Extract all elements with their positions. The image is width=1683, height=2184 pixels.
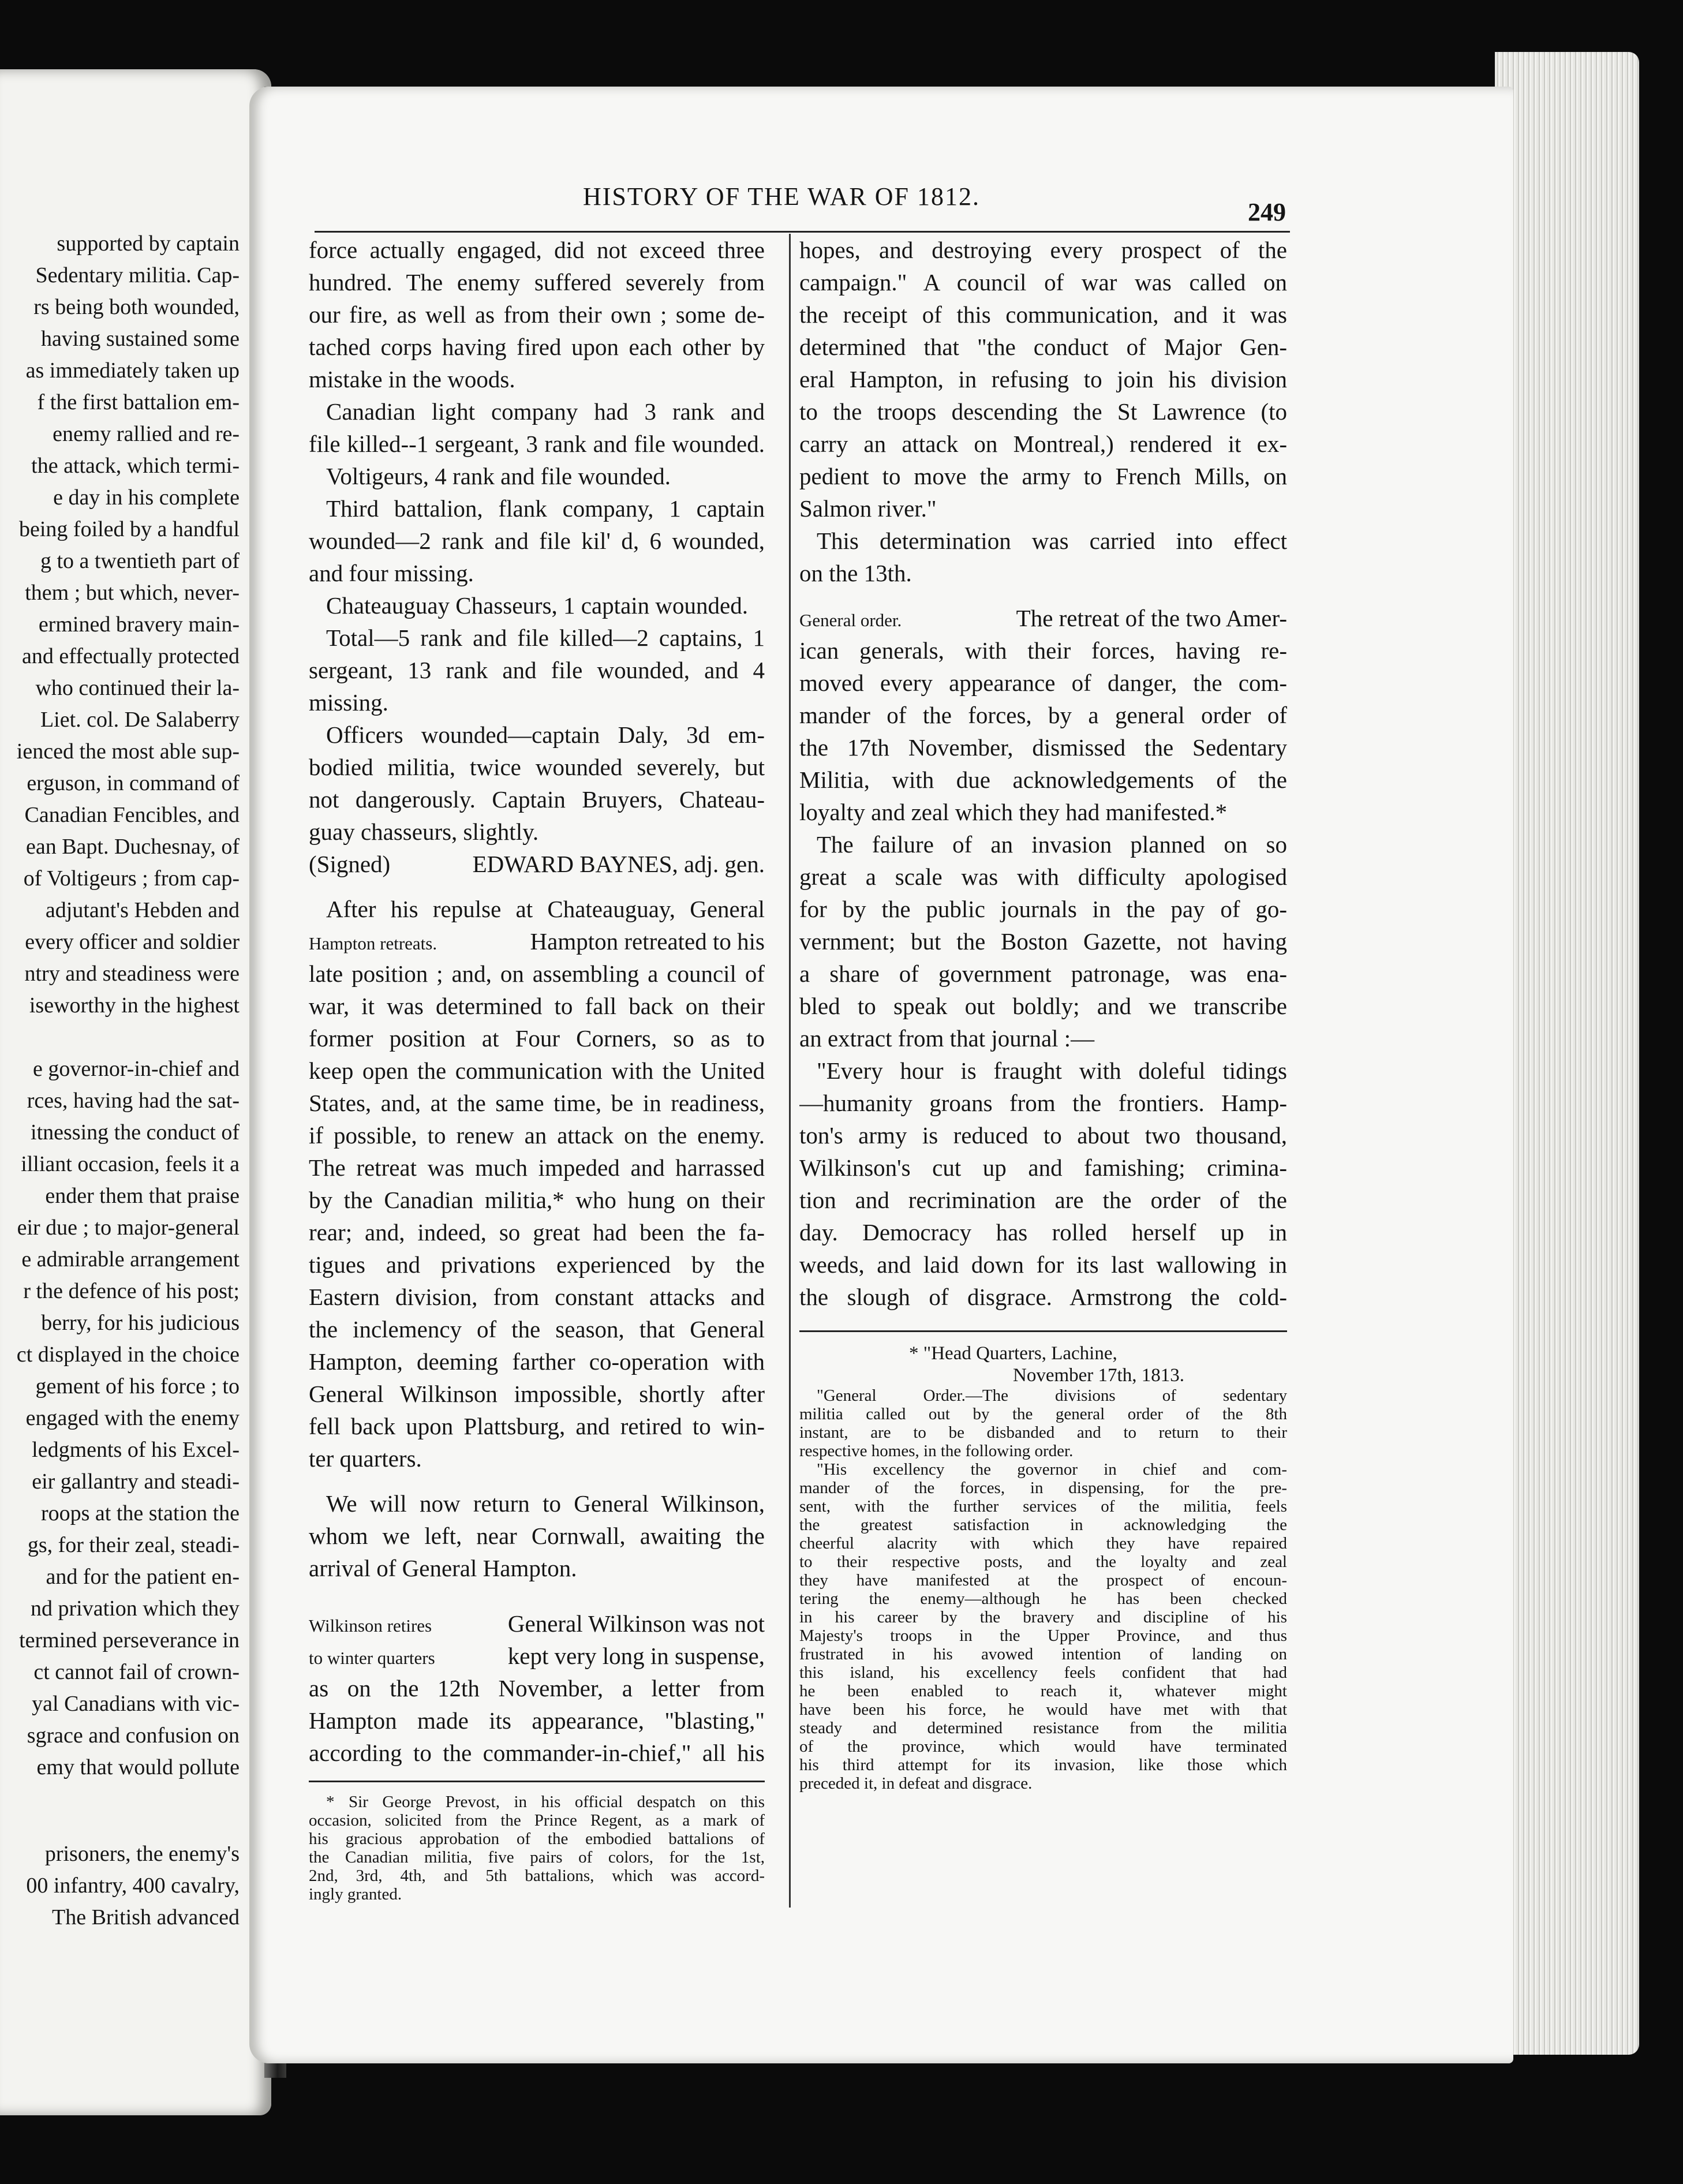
footnote-line: in his career by the bravery and discipline of his bbox=[799, 1608, 1287, 1626]
left-line: 00 infantry, 400 cavalry, bbox=[26, 1873, 240, 1898]
left-line: illiant occasion, feels it a bbox=[21, 1152, 240, 1176]
footnote-line: preceded it, in defeat and disgrace. bbox=[799, 1774, 1033, 1793]
left-line: gement of his force ; to bbox=[35, 1374, 240, 1398]
text-line: The failure of an invasion planned on so bbox=[817, 831, 1287, 858]
text-line: ter quarters. bbox=[309, 1445, 422, 1472]
text-line: General Wilkinson impossible, shortly after bbox=[309, 1381, 765, 1407]
text-line: an extract from that journal :— bbox=[799, 1025, 1095, 1052]
left-line: rs being both wounded, bbox=[33, 295, 240, 319]
text-line: hopes, and destroying every prospect of the bbox=[799, 237, 1287, 263]
left-line: prisoners, the enemy's bbox=[44, 1842, 240, 1866]
left-line: itnessing the conduct of bbox=[31, 1120, 240, 1145]
text-line: keep open the communication with the United bbox=[309, 1057, 765, 1084]
text-line: rear; and, indeed, so great had been the fa- bbox=[309, 1219, 765, 1246]
text-line: eral Hampton, in refusing to join his division bbox=[799, 366, 1287, 392]
left-line: iseworthy in the highest bbox=[29, 993, 240, 1018]
text-line: ican generals, with their forces, having re- bbox=[799, 637, 1287, 664]
signed-label: (Signed) bbox=[309, 851, 391, 877]
footnote-line: the Canadian militia, five pairs of colors, for the 1st, bbox=[309, 1848, 765, 1867]
left-line: engaged with the enemy bbox=[25, 1406, 240, 1430]
footnote-dateline: * "Head Quarters, Lachine, bbox=[909, 1343, 1117, 1364]
left-line: f the first battalion em- bbox=[37, 390, 240, 414]
text-line: Militia, with due acknowledgements of the bbox=[799, 766, 1287, 793]
text-line: a share of government patronage, was ena- bbox=[799, 960, 1287, 987]
margin-note: to winter quarters bbox=[309, 1648, 435, 1668]
text-line: force actually engaged, did not exceed three bbox=[309, 237, 765, 263]
text-line: for by the public journals in the pay of go- bbox=[799, 896, 1287, 922]
left-line: e admirable arrangement bbox=[21, 1247, 240, 1271]
left-line: as immediately taken up bbox=[25, 358, 240, 383]
text-line: tached corps having fired upon each other by bbox=[309, 334, 765, 360]
text-segment: kept very long in suspense, bbox=[507, 1643, 765, 1669]
footnote-line: instant, are to be disbanded and to return to their bbox=[799, 1423, 1287, 1442]
footnote-line: ingly granted. bbox=[309, 1885, 402, 1903]
left-line: ienced the most able sup- bbox=[16, 739, 240, 764]
footnote-rule bbox=[309, 1781, 765, 1782]
text-line: great a scale was with difficulty apologised bbox=[799, 863, 1287, 890]
footnote-line: "General Order.—The divisions of sedentary bbox=[817, 1386, 1287, 1405]
text-line: and four missing. bbox=[309, 560, 474, 586]
left-line: every officer and soldier bbox=[25, 930, 240, 954]
footnote-line: militia called out by the general order of the 8th bbox=[799, 1405, 1287, 1423]
text-line: carry an attack on Montreal,) rendered it ex- bbox=[799, 431, 1287, 457]
footnote-line: Majesty's troops in the Upper Province, and thus bbox=[799, 1626, 1287, 1645]
footnote-line: occasion, solicited from the Prince Regent, as a mark of bbox=[309, 1811, 765, 1830]
footnote-line: 2nd, 3rd, 4th, and 5th battalions, which was accord- bbox=[309, 1867, 765, 1885]
text-line: moved every appearance of danger, the com- bbox=[799, 670, 1287, 696]
left-page-text bbox=[0, 228, 240, 1934]
footnote-line: steady and determined resistance from the militia bbox=[799, 1719, 1287, 1737]
footnote-line: tering the enemy—although he has been checked bbox=[799, 1590, 1287, 1608]
text-line-with-note bbox=[309, 1640, 765, 1672]
left-line: and effectually protected bbox=[22, 644, 240, 668]
left-line: termined perseverance in bbox=[19, 1628, 240, 1652]
footnote-line: respective homes, in the following order. bbox=[799, 1442, 1074, 1460]
footnote-dateline: November 17th, 1813. bbox=[1013, 1365, 1184, 1386]
signed-name: EDWARD BAYNES, adj. gen. bbox=[472, 851, 765, 877]
text-line: Canadian light company had 3 rank and bbox=[326, 398, 765, 425]
left-line: gs, for their zeal, steadi- bbox=[27, 1533, 240, 1557]
left-line: them ; but which, never- bbox=[25, 581, 240, 605]
margin-note: Hampton retreats. bbox=[309, 933, 437, 953]
text-line-with-note bbox=[309, 1607, 765, 1640]
margin-note: General order. bbox=[799, 610, 902, 630]
left-line: e governor-in-chief and bbox=[33, 1057, 240, 1081]
left-line: who continued their la- bbox=[35, 676, 240, 700]
text-line-with-note bbox=[799, 602, 1287, 634]
text-line: hundred. The enemy suffered severely from bbox=[309, 269, 765, 296]
footnote-line: to their respective posts, and the loyalty and zeal bbox=[799, 1553, 1287, 1571]
left-line: emy that would pollute bbox=[36, 1755, 240, 1779]
text-line: pedient to move the army to French Mills, on bbox=[799, 463, 1287, 489]
text-line: wounded—2 rank and file kil' d, 6 wounded, bbox=[309, 528, 765, 554]
left-line: the attack, which termi- bbox=[31, 454, 240, 478]
text-segment: Hampton retreated to his bbox=[530, 928, 765, 955]
left-line: and for the patient en- bbox=[46, 1565, 240, 1589]
text-line: After his repulse at Chateauguay, General bbox=[326, 896, 765, 922]
column-divider bbox=[789, 234, 791, 1908]
text-line: Voltigeurs, 4 rank and file wounded. bbox=[326, 463, 671, 489]
text-line: mistake in the woods. bbox=[309, 366, 515, 392]
left-line: supported by captain bbox=[57, 231, 240, 256]
text-line: tion and recrimination are the order of the bbox=[799, 1187, 1287, 1213]
left-line: having sustained some bbox=[40, 327, 240, 351]
left-line: ct cannot fail of crown- bbox=[33, 1660, 240, 1684]
footnote-line: the greatest satisfaction in acknowledging the bbox=[799, 1516, 1287, 1534]
footnote-line: mander of the forces, in dispensing, for the pre- bbox=[799, 1479, 1287, 1497]
footnote-line: cheerful alacrity with which they have repaired bbox=[799, 1534, 1287, 1553]
left-line: being foiled by a handful bbox=[18, 517, 240, 541]
text-line: loyalty and zeal which they had manifested.* bbox=[799, 799, 1228, 825]
footnote-line: he been enabled to reach it, whatever might bbox=[799, 1682, 1287, 1700]
text-line: the 17th November, dismissed the Sedentary bbox=[799, 734, 1287, 761]
signature-line bbox=[309, 848, 765, 880]
text-line: to the troops descending the St Lawrence (to bbox=[799, 398, 1287, 425]
text-line: ton's army is reduced to about two thousand, bbox=[799, 1122, 1287, 1149]
text-line: missing. bbox=[309, 689, 388, 716]
text-line: Eastern division, from constant attacks and bbox=[309, 1284, 765, 1310]
left-page bbox=[0, 69, 271, 2115]
text-line: guay chasseurs, slightly. bbox=[309, 818, 539, 845]
left-line: berry, for his judicious bbox=[41, 1311, 240, 1335]
footnote-line: of the province, which would have terminated bbox=[799, 1737, 1287, 1756]
text-line: campaign." A council of war was called on bbox=[799, 269, 1287, 296]
page-number: 249 bbox=[1248, 198, 1286, 226]
left-line: The British advanced bbox=[51, 1905, 240, 1929]
text-line: Salmon river." bbox=[799, 495, 937, 522]
text-line: "Every hour is fraught with doleful tidings bbox=[817, 1057, 1287, 1084]
footnote-line: his gracious approbation of the embodied battalions of bbox=[309, 1830, 765, 1848]
text-line: the slough of disgrace. Armstrong the cold- bbox=[799, 1284, 1287, 1310]
left-line: e day in his complete bbox=[53, 485, 240, 510]
left-line: ender them that praise bbox=[45, 1184, 240, 1208]
left-line: sgrace and confusion on bbox=[27, 1723, 240, 1748]
text-line: Hampton made its appearance, "blasting," bbox=[309, 1707, 765, 1734]
left-line: Canadian Fencibles, and bbox=[24, 803, 240, 827]
footnote-line: "His excellency the governor in chief and com- bbox=[817, 1460, 1287, 1479]
text-line: fell back upon Plattsburg, and retired to win- bbox=[309, 1413, 765, 1439]
header-rule bbox=[315, 231, 1290, 233]
left-line: eir gallantry and steadi- bbox=[32, 1469, 240, 1494]
text-line: former position at Four Corners, so as to bbox=[309, 1025, 765, 1052]
page-edges bbox=[1495, 52, 1639, 2055]
text-line: late position ; and, on assembling a council of bbox=[309, 960, 765, 987]
text-line: as on the 12th November, a letter from bbox=[309, 1675, 765, 1701]
text-line: mander of the forces, by a general order of bbox=[799, 702, 1287, 728]
text-line: the inclemency of the season, that General bbox=[309, 1316, 765, 1342]
text-line: determined that "the conduct of Major Gen- bbox=[799, 334, 1287, 360]
left-line: yal Canadians with vic- bbox=[32, 1692, 240, 1716]
text-line: war, it was determined to fall back on their bbox=[309, 993, 765, 1019]
text-line: States, and, at the same time, be in readiness, bbox=[309, 1090, 765, 1116]
margin-note: Wilkinson retires bbox=[309, 1615, 432, 1636]
footnote-rule bbox=[799, 1330, 1287, 1332]
text-line: the receipt of this communication, and it was bbox=[799, 301, 1287, 328]
text-line: not dangerously. Captain Bruyers, Chateau- bbox=[309, 786, 765, 813]
left-line: of Voltigeurs ; from cap- bbox=[23, 866, 240, 891]
text-line: our fire, as well as from their own ; some de- bbox=[309, 301, 765, 328]
left-line: ledgments of his Excel- bbox=[32, 1438, 240, 1462]
left-line: g to a twentieth part of bbox=[40, 549, 240, 573]
left-line: Liet. col. De Salaberry bbox=[40, 708, 240, 732]
text-line: tigues and privations experienced by the bbox=[309, 1251, 765, 1278]
text-line: sergeant, 13 rank and file wounded, and 4 bbox=[309, 657, 765, 683]
footnote-line: this island, his excellency feels confident that had bbox=[799, 1663, 1287, 1682]
text-line: We will now return to General Wilkinson, bbox=[326, 1490, 765, 1517]
text-line: vernment; but the Boston Gazette, not having bbox=[799, 928, 1287, 955]
text-line: This determination was carried into effect bbox=[817, 528, 1287, 554]
left-line: ct displayed in the choice bbox=[16, 1342, 240, 1367]
text-line: Third battalion, flank company, 1 captain bbox=[326, 495, 765, 522]
left-line: roops at the station the bbox=[40, 1501, 240, 1525]
text-segment: General Wilkinson was not bbox=[507, 1610, 765, 1637]
text-line: bled to speak out boldly; and we transcribe bbox=[799, 993, 1287, 1019]
left-line: adjutant's Hebden and bbox=[45, 898, 240, 922]
text-line: —humanity groans from the frontiers. Hamp- bbox=[799, 1090, 1287, 1116]
text-line: day. Democracy has rolled herself up in bbox=[799, 1219, 1287, 1246]
text-line: file killed--1 sergeant, 3 rank and file wounded. bbox=[309, 431, 765, 457]
left-line: erguson, in command of bbox=[27, 771, 240, 795]
left-line: ermined bravery main- bbox=[38, 612, 240, 637]
left-line: eir due ; to major-general bbox=[17, 1216, 240, 1240]
text-line: Chateauguay Chasseurs, 1 captain wounded. bbox=[326, 592, 748, 619]
left-line: Sedentary militia. Cap- bbox=[35, 263, 240, 287]
text-line: arrival of General Hampton. bbox=[309, 1555, 577, 1581]
text-line: by the Canadian militia,* who hung on their bbox=[309, 1187, 765, 1213]
footnote-line: sent, with the further services of the militia, feels bbox=[799, 1497, 1287, 1516]
footnote-line: frustrated in his avowed intention of landing on bbox=[799, 1645, 1287, 1663]
left-line: ntry and steadiness were bbox=[24, 962, 240, 986]
left-line: nd privation which they bbox=[31, 1596, 240, 1621]
footnote-line: have been his force, he would have met with that bbox=[799, 1700, 1287, 1719]
text-line: Hampton, deeming farther co-operation with bbox=[309, 1348, 765, 1375]
footnote-line: * Sir George Prevost, in his official despatch on this bbox=[326, 1793, 765, 1811]
left-line: ean Bapt. Duchesnay, of bbox=[25, 835, 240, 859]
text-line: The retreat was much impeded and harrassed bbox=[309, 1154, 765, 1181]
text-line: Officers wounded—captain Daly, 3d em- bbox=[326, 721, 765, 748]
text-line: according to the commander-in-chief," all his bbox=[309, 1740, 765, 1766]
text-line: Wilkinson's cut up and famishing; crimina- bbox=[799, 1154, 1287, 1181]
right-column bbox=[799, 234, 1287, 1793]
text-line: Total—5 rank and file killed—2 captains, 1 bbox=[326, 624, 765, 651]
text-line: on the 13th. bbox=[799, 560, 912, 586]
text-line: weeds, and laid down for its last wallowing in bbox=[799, 1251, 1287, 1278]
footnote-line: his third attempt for its invasion, like those which bbox=[799, 1756, 1287, 1774]
left-column bbox=[309, 234, 765, 1903]
text-line: if possible, to renew an attack on the enemy. bbox=[309, 1122, 765, 1149]
left-line: r the defence of his post; bbox=[23, 1279, 240, 1303]
footnote-line: they have manifested at the prospect of encoun- bbox=[799, 1571, 1287, 1590]
text-segment: The retreat of the two Amer- bbox=[1016, 605, 1287, 631]
text-line: whom we left, near Cornwall, awaiting the bbox=[309, 1523, 765, 1549]
text-line-with-note bbox=[309, 925, 765, 958]
left-line: rces, having had the sat- bbox=[27, 1089, 240, 1113]
text-line: bodied militia, twice wounded severely, but bbox=[309, 754, 765, 780]
left-line: enemy rallied and re- bbox=[53, 422, 240, 446]
running-head: HISTORY OF THE WAR OF 1812. bbox=[583, 182, 981, 211]
